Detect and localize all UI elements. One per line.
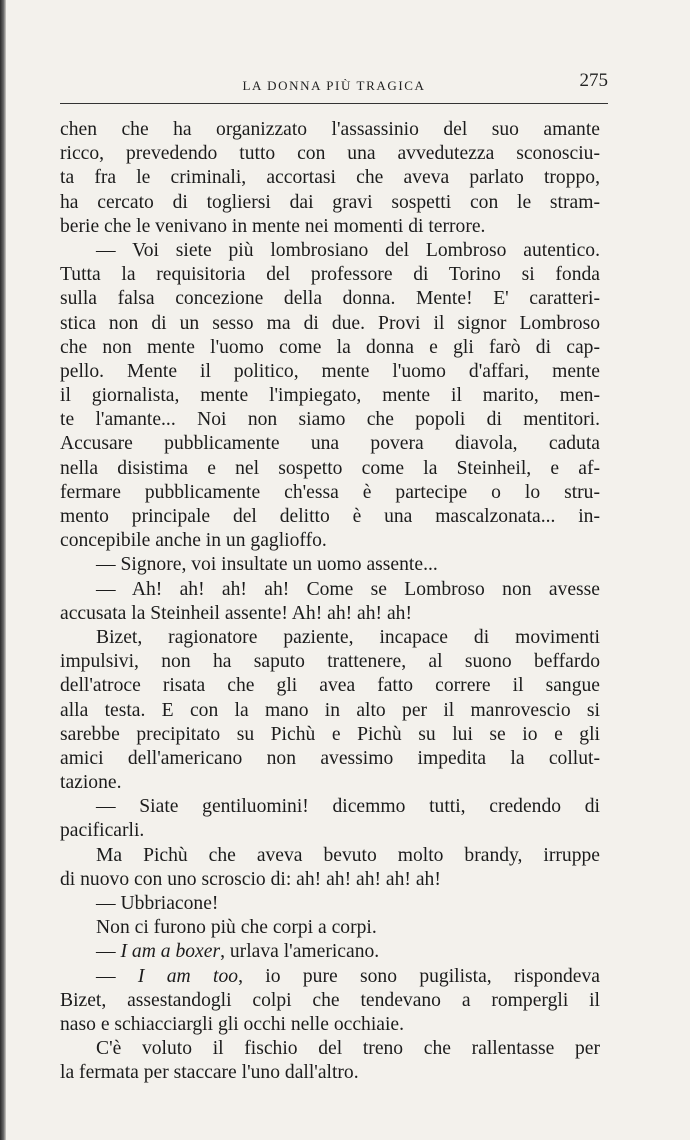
text-line: il giornalista, mente l'impiegato, mente il marito, men- [60, 385, 600, 407]
text-line: — I am a boxer, urlava l'americano. [96, 941, 380, 963]
page-header [60, 70, 608, 104]
text-line: dell'atroce risata che gli avea fatto correre il sangue [60, 675, 600, 697]
text-line: te l'amante... Noi non siamo che popoli di mentitori. [60, 409, 600, 431]
page-number: 275 [579, 70, 608, 91]
text-line: accusata la Steinheil assente! Ah! ah! ah! ah! [60, 602, 412, 624]
text-line: nella disistima e nel sospetto come la Steinheil, e af- [60, 457, 600, 479]
text-line: — I am too, io pure sono pugilista, rispondeva [96, 965, 600, 987]
text-line: impulsivi, non ha saputo trattenere, al suono beffardo [60, 651, 600, 673]
text-line: tazione. [60, 772, 122, 794]
text-line: alla testa. E con la mano in alto per il manrovescio si [60, 699, 600, 721]
text-line: berie che le venivano in mente nei momenti di terrore. [60, 215, 486, 237]
text-line: ricco, prevedendo tutto con una avvedutezza sconosciu- [60, 143, 600, 165]
text-line: sarebbe precipitato su Pichù e Pichù su lui se io e gli [60, 723, 600, 745]
text-line: Non ci furono più che corpi a corpi. [96, 917, 377, 939]
text-line: C'è voluto il fischio del treno che rallentasse per [96, 1038, 600, 1060]
text-line: ha cercato di togliersi dai gravi sospetti con le stram- [60, 191, 600, 213]
text-line: chen che ha organizzato l'assassinio del suo amante [60, 119, 600, 140]
text-line: la fermata per staccare l'uno dall'altro. [60, 1062, 359, 1084]
text-line: ta fra le criminali, accortasi che aveva parlato troppo, [60, 167, 600, 189]
body-text [60, 118, 600, 1086]
text-line: di nuovo con uno scroscio di: ah! ah! ah! ah! ah! [60, 868, 441, 890]
text-line: concepibile anche in un gaglioffo. [60, 530, 327, 552]
text-line: fermare pubblicamente ch'essa è partecipe o lo stru- [60, 481, 600, 503]
text-line: Accusare pubblicamente una povera diavola, caduta [60, 433, 600, 455]
running-title: LA DONNA PIÙ TRAGICA [242, 78, 426, 93]
text-line: — Ubbriacone! [96, 893, 219, 914]
text-line: stica non di un sesso ma di due. Provi il signor Lombroso [60, 312, 600, 334]
text-line: — Voi siete più lombrosiano del Lombroso autentico. [96, 239, 600, 261]
text-line: che non mente l'uomo come la donna e gli farò di cap- [60, 336, 600, 358]
text-line: — Siate gentiluomini! dicemmo tutti, credendo di [96, 796, 600, 818]
text-line: sulla falsa concezione della donna. Mente! E' caratteri- [60, 288, 600, 310]
header-rule [60, 103, 608, 104]
text-line: Bizet, ragionatore paziente, incapace di movimenti [96, 626, 600, 648]
page-binding-edge [0, 0, 6, 1140]
text-line: Bizet, assestandogli colpi che tendevano a rompergli il [60, 989, 600, 1011]
text-line: Tutta la requisitoria del professore di Torino si fonda [60, 264, 600, 286]
text-line: mento principale del delitto è una mascalzonata... in- [60, 506, 600, 527]
text-line: pello. Mente il politico, mente l'uomo d'affari, mente [60, 360, 600, 382]
text-line: — Signore, voi insultate un uomo assente... [96, 554, 438, 576]
text-line: naso e schiacciargli gli occhi nelle occhiaie. [60, 1013, 405, 1035]
text-line: — Ah! ah! ah! ah! Come se Lombroso non avesse [96, 578, 600, 600]
text-line: amici dell'americano non avessimo impedita la collut- [60, 747, 600, 769]
text-line: pacificarli. [60, 820, 145, 842]
text-line: Ma Pichù che aveva bevuto molto brandy, irruppe [96, 844, 600, 866]
